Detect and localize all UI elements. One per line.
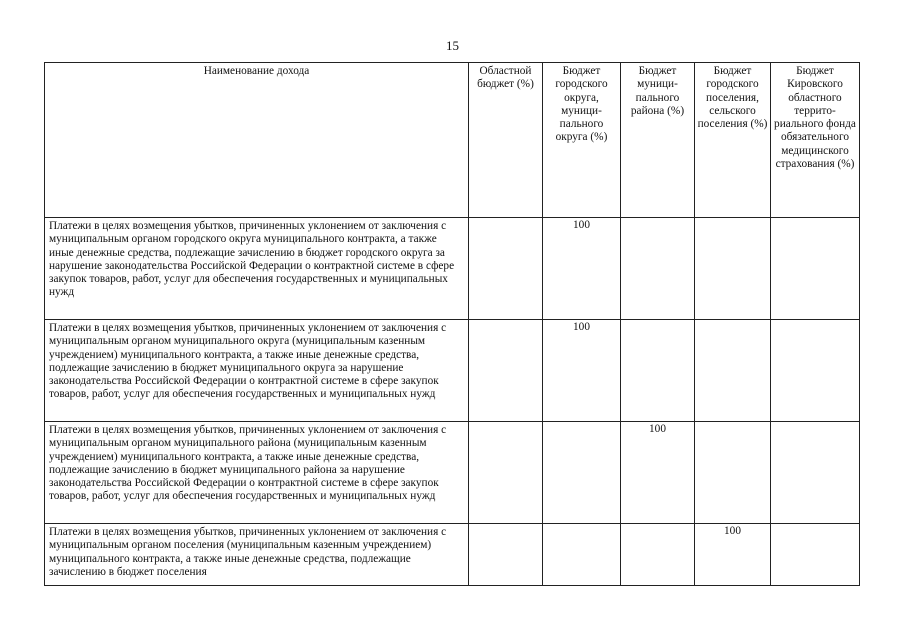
header-municipal-area-budget: Бюджет муници-пального района (%): [621, 63, 695, 218]
medical-fund-share: [771, 422, 860, 524]
settlement-share: [695, 218, 771, 320]
city-district-share: 100: [543, 320, 621, 422]
settlement-share: [695, 422, 771, 524]
city-district-share: [543, 422, 621, 524]
table-row: [45, 320, 860, 422]
income-distribution-table: [44, 62, 860, 586]
city-district-share: [543, 524, 621, 586]
table-row: [45, 422, 860, 524]
municipal-area-share: [621, 320, 695, 422]
medical-fund-share: [771, 524, 860, 586]
header-medical-fund-budget: Бюджет Кировского областного террито-риального фонда обязательного медицинского страхования (%): [771, 63, 860, 218]
table-row: [45, 524, 860, 586]
income-description: Платежи в целях возмещения убытков, причиненных уклонением от заключения с муниципальным органом муниципального округа (муниципальным казенным учреждением) муниципального контракта, а также иные денежные средства, подлежащие зачислению в бюджет муниципального округа за нарушение законодательства Российской Федерации о контрактной системе в сфере закупок товаров, работ, услуг для обеспечения государственных и муниципальных нужд: [45, 320, 469, 422]
medical-fund-share: [771, 320, 860, 422]
city-district-share: 100: [543, 218, 621, 320]
table-row: [45, 218, 860, 320]
municipal-area-share: 100: [621, 422, 695, 524]
header-settlement-budget: Бюджет городского поселения, сельского поселения (%): [695, 63, 771, 218]
page-number: 15: [446, 38, 459, 53]
settlement-share: 100: [695, 524, 771, 586]
municipal-area-share: [621, 218, 695, 320]
medical-fund-share: [771, 218, 860, 320]
settlement-share: [695, 320, 771, 422]
income-description: Платежи в целях возмещения убытков, причиненных уклонением от заключения с муниципальным органом муниципального района (муниципальным казенным учреждением) муниципального контракта, а также иные денежные средства, подлежащие зачислению в бюджет муниципального района за нарушение законодательства Российской Федерации о контрактной системе в сфере закупок товаров, работ, услуг для обеспечения государственных и муниципальных нужд: [45, 422, 469, 524]
income-description: Платежи в целях возмещения убытков, причиненных уклонением от заключения с муниципальным органом городского округа муниципального контракта, а также иные денежные средства, подлежащие зачислению в бюджет городского округа за нарушение законодательства Российской Федерации о контрактной системе в сфере закупок товаров, работ, услуг для обеспечения государственных и муниципальных нужд: [45, 218, 469, 320]
header-city-district-budget: Бюджет городского округа, муници-пального округа (%): [543, 63, 621, 218]
income-description: Платежи в целях возмещения убытков, причиненных уклонением от заключения с муниципальным органом поселения (муниципальным казенным учреждением) муниципального контракта, а также иные денежные средства, подлежащие зачислению в бюджет поселения: [45, 524, 469, 586]
municipal-area-share: [621, 524, 695, 586]
regional-share: [469, 524, 543, 586]
header-row: [45, 63, 860, 218]
regional-share: [469, 218, 543, 320]
header-income-name: Наименование дохода: [45, 63, 469, 218]
header-regional-budget: Областной бюджет (%): [469, 63, 543, 218]
regional-share: [469, 320, 543, 422]
regional-share: [469, 422, 543, 524]
